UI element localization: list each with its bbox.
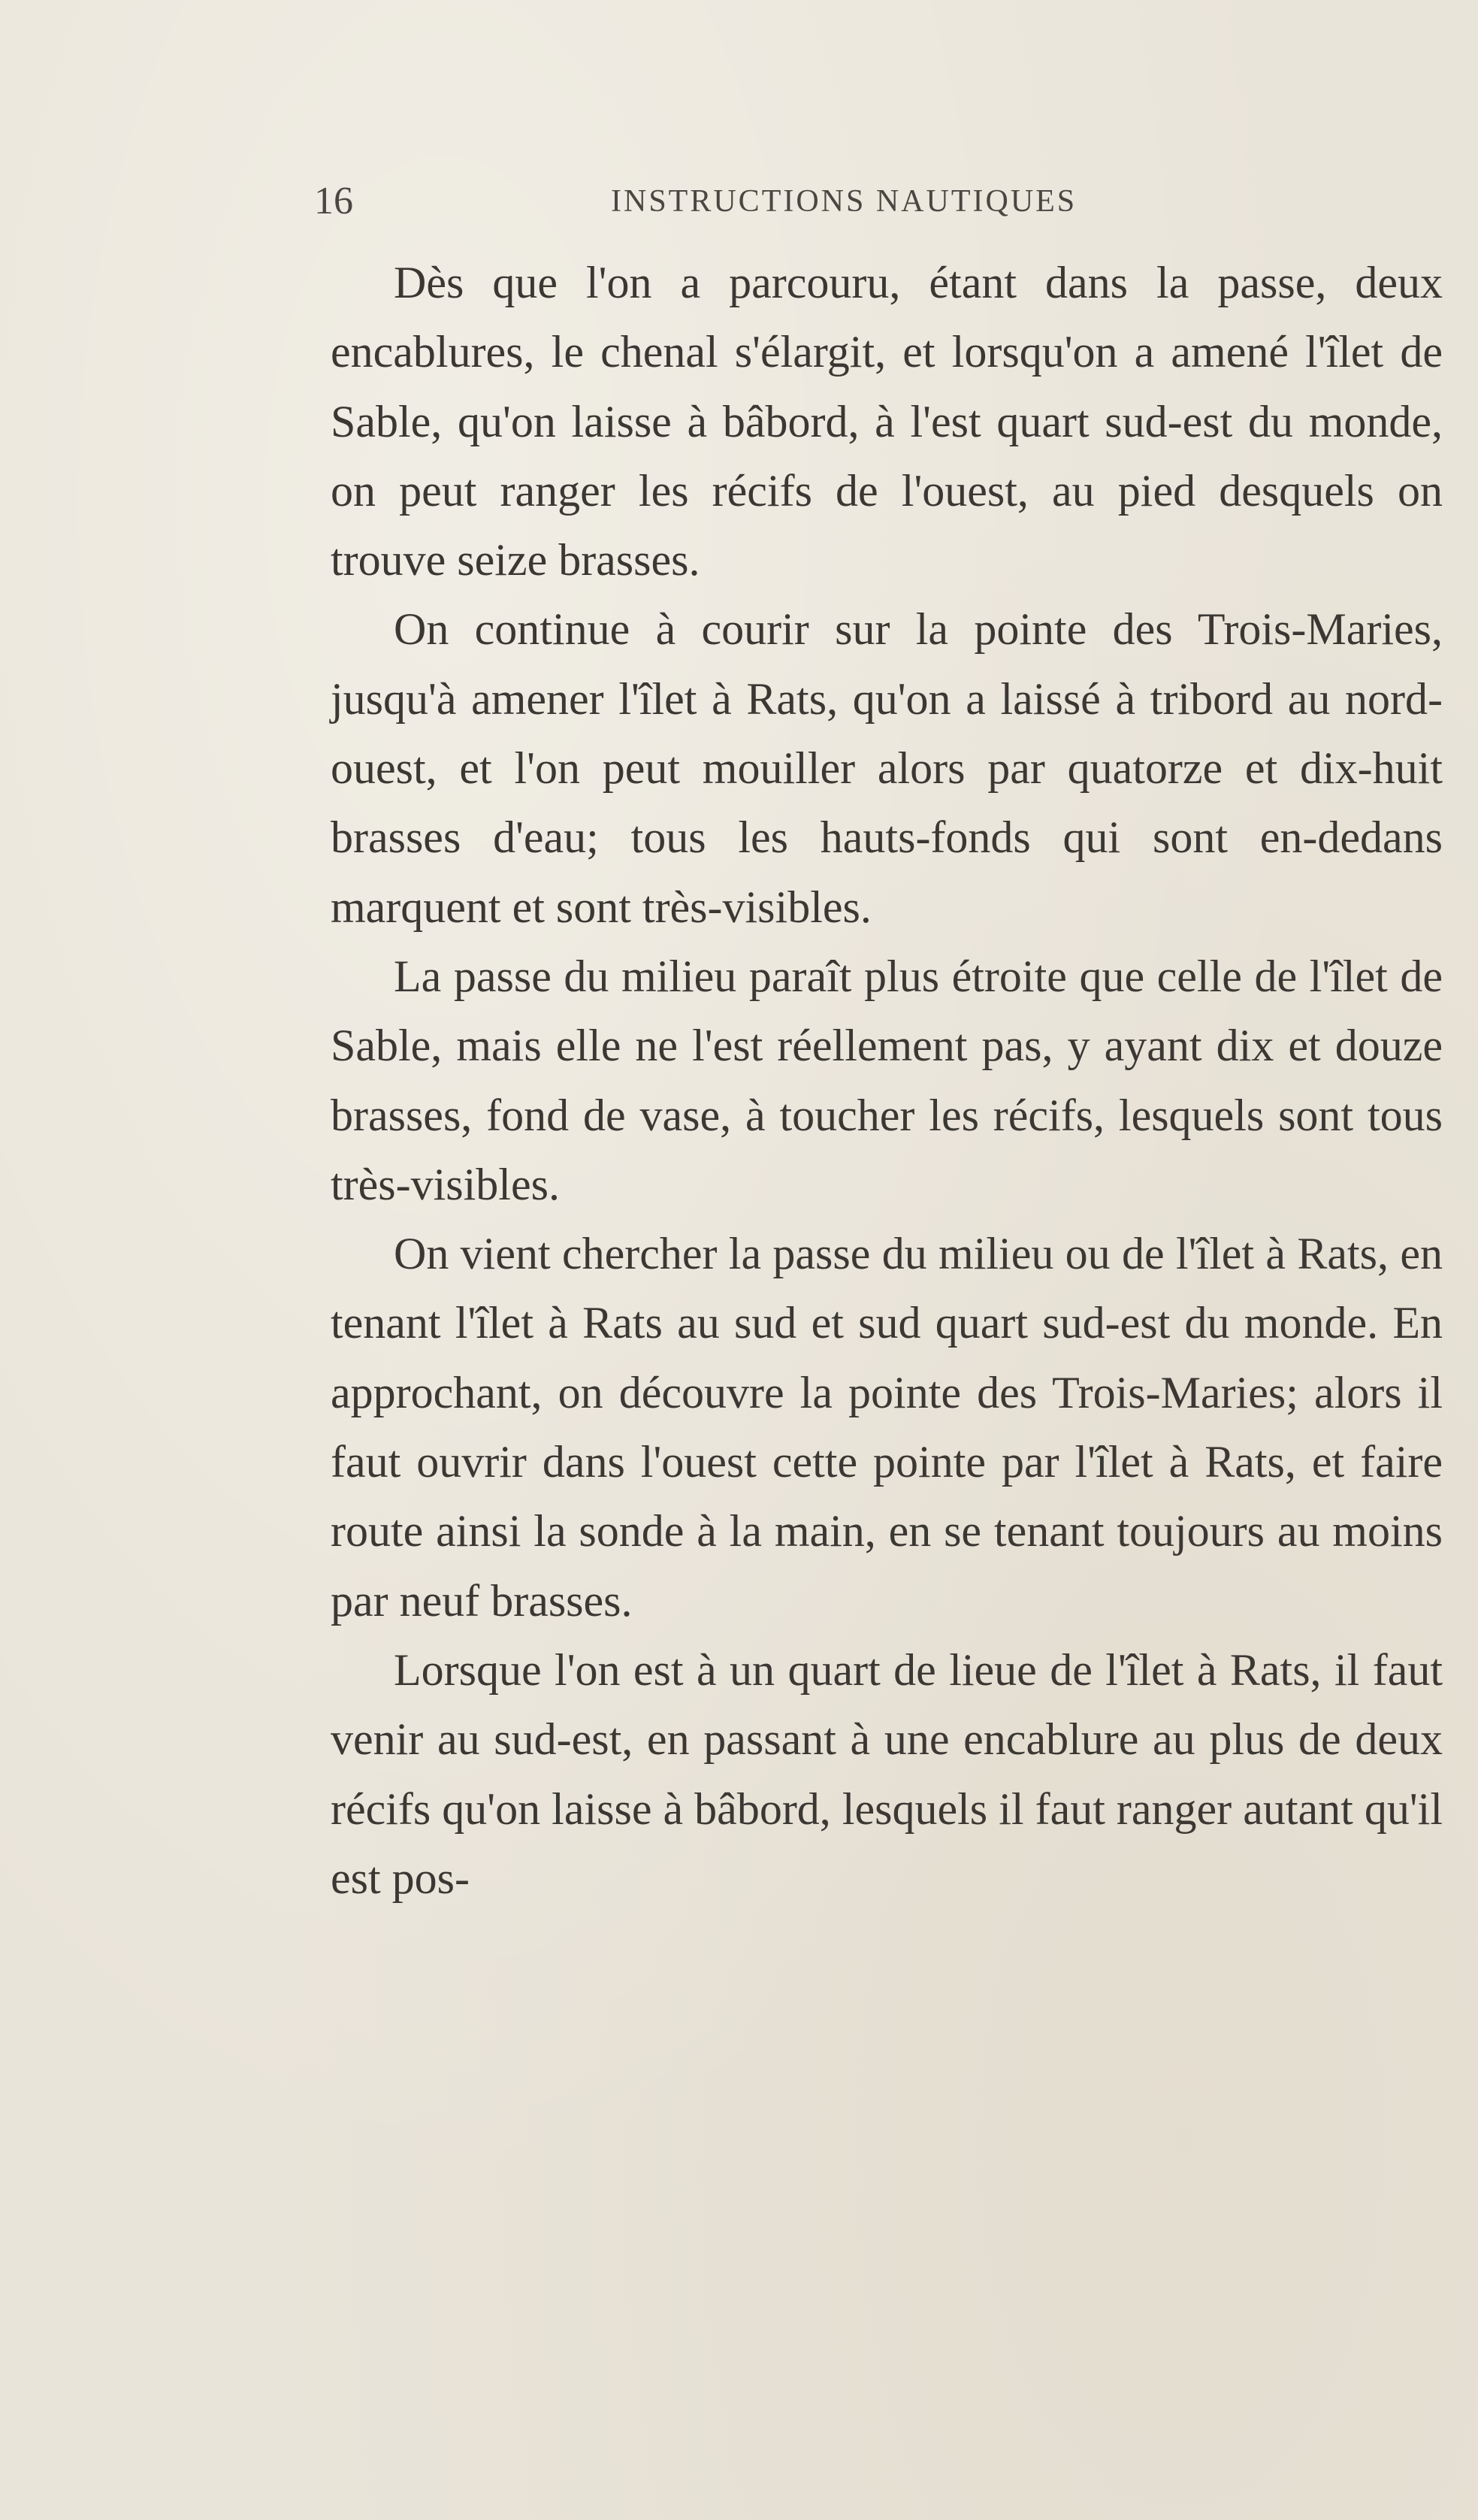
paragraph-2: On continue à courir sur la pointe des Trois-Maries, jusqu'à amener l'îlet à Rats, qu'on a laissé à tribord au nord-ouest, et l'on peut mouiller alors par quatorze et dix-huit brasses d'eau; tous les hauts-fonds qui sont en-dedans marquent et sont très-visibles. xyxy=(331,604,1443,932)
paragraph-3: La passe du milieu paraît plus étroite que celle de l'îlet de Sable, mais elle ne l'est réellement pas, y ayant dix et douze brasses, fond de vase, à toucher les récifs, lesquels sont tous très-visibles. xyxy=(331,951,1443,1209)
page-header xyxy=(314,171,1186,231)
paragraph-4: On vient chercher la passe du milieu ou de l'îlet à Rats, en tenant l'îlet à Rats au sud et sud quart sud-est du monde. En approchant, on découvre la pointe des Trois-Maries; alors il faut ouvrir dans l'ouest cette pointe par l'îlet à Rats, et faire route ainsi la sonde à la main, en se tenant toujours au moins par neuf brasses. xyxy=(331,1229,1443,1626)
paragraph-5: Lorsque l'on est à un quart de lieue de l'îlet à Rats, il faut venir au sud-est, en passant à une encablure au plus de deux récifs qu'on laisse à bâbord, lesquels il faut ranger autant qu'il est pos- xyxy=(331,1644,1443,1903)
running-title: INSTRUCTIONS NAUTIQUES xyxy=(611,184,1078,219)
body-text xyxy=(331,248,1443,1913)
page-number: 16 xyxy=(314,180,353,222)
paragraph-1: Dès que l'on a parcouru, étant dans la passe, deux encablures, le chenal s'élargit, et lorsqu'on a amené l'îlet de Sable, qu'on laisse à bâbord, à l'est quart sud-est du monde, on peut ranger les récifs de l'ouest, au pied desquels on trouve seize brasses. xyxy=(331,258,1443,585)
